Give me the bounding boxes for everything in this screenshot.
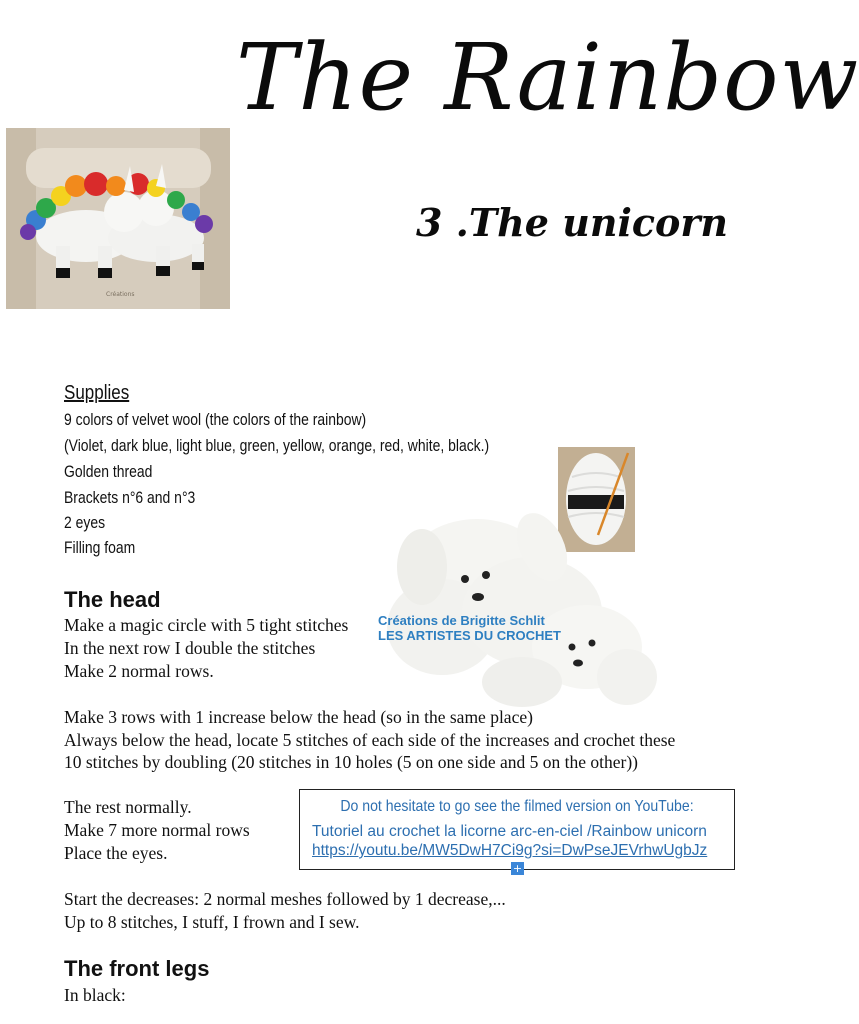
head-line: Make 7 more normal rows	[64, 820, 250, 840]
page-subtitle: 3 .The unicorn	[416, 200, 729, 245]
svg-text:Créations: Créations	[106, 291, 135, 298]
front-legs-line: In black:	[64, 985, 126, 1005]
head-line: Make a magic circle with 5 tight stitches	[64, 615, 349, 635]
head-line: Place the eyes.	[64, 843, 168, 863]
supplies-item: Golden thread	[64, 462, 153, 481]
dogs-photo	[378, 507, 662, 717]
supplies-item: 2 eyes	[64, 513, 106, 532]
callout-title: Do not hesitate to go see the filmed version on YouTube:	[340, 798, 694, 815]
supplies-item: (Violet, dark blue, light blue, green, yellow, orange, red, white, black.)	[64, 436, 490, 455]
head-line: Always below the head, locate 5 stitches of each side of the increases and crochet these 10 stitches by doubling (20 stitches in 10 holes (5 on one side and 5 on the other))	[64, 730, 676, 772]
youtube-callout	[299, 789, 735, 870]
supplies-heading: Supplies	[64, 382, 130, 404]
head-line: Make 3 rows with 1 increase below the head (so in the same place)	[64, 707, 533, 727]
plus-icon[interactable]: +	[512, 862, 523, 875]
head-line: Make 2 normal rows.	[64, 661, 214, 681]
head-line: The rest normally.	[64, 797, 192, 817]
youtube-link[interactable]: https://youtu.be/MW5DwH7Ci9g?si=DwPseJEVrhwUgbJz	[312, 842, 708, 859]
watermark-line-1: Créations de Brigitte Schlit	[378, 613, 545, 628]
head-line: Up to 8 stitches, I stuff, I frown and I sew.	[64, 912, 360, 932]
unicorn-photo	[6, 128, 230, 309]
head-line: Start the decreases: 2 normal meshes followed by 1 decrease,...	[64, 889, 506, 909]
supplies-item: Filling foam	[64, 538, 136, 557]
head-line: In the next row I double the stitches	[64, 638, 316, 658]
supplies-item: 9 colors of velvet wool (the colors of the rainbow)	[64, 410, 367, 429]
callout-video-title: Tutoriel au crochet la licorne arc-en-ciel /Rainbow unicorn	[312, 823, 707, 840]
page-title: The Rainbow	[236, 24, 859, 131]
head-heading: The head	[64, 587, 161, 612]
unicorn-illustration	[6, 128, 230, 309]
dogs-illustration	[382, 507, 662, 717]
front-legs-heading: The front legs	[64, 956, 210, 981]
watermark-line-2: LES ARTISTES DU CROCHET	[378, 628, 561, 643]
supplies-item: Brackets n°6 and n°3	[64, 488, 196, 507]
